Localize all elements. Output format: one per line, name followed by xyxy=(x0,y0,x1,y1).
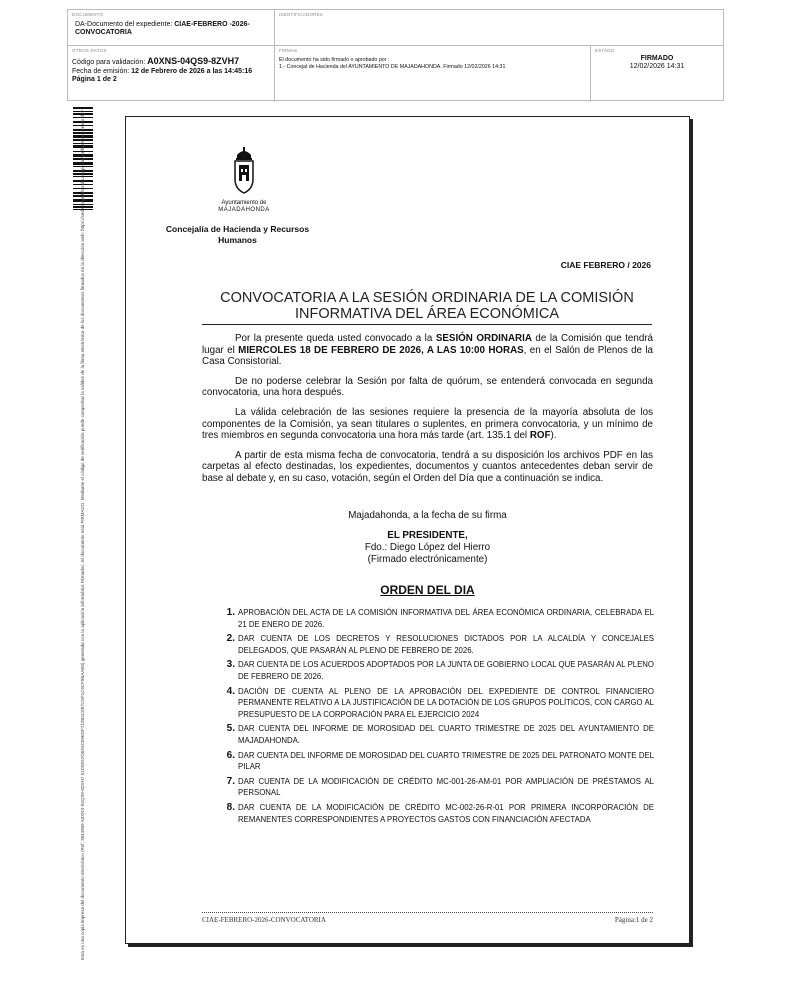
paragraph-1: Por la presente queda usted convocado a la SESIÓN ORDINARIA de la Comisión que tendrá lugar el MIERCOLES 18 DE FEBRERO DE 2026, A LAS 10:00 HORAS, en el Salón de Plenos de la Casa Consistorial. xyxy=(202,333,654,368)
document-page xyxy=(125,116,690,944)
agenda-item xyxy=(222,802,654,825)
agenda-item-text: DAR CUENTA DE LA MODIFICACIÓN DE CRÉDITO MC-002-26-R-01 POR PRIMERA INCORPORACIÓN DE REMANENTES CORRESPONDIENTES A PROYECTOS GASTOS CON FINANCIACIÓN AFECTADA xyxy=(238,802,654,824)
document-title: CONVOCATORIA A LA SESIÓN ORDINARIA DE LA COMISIÓN INFORMATIVA DEL ÁREA ECONÓMICA xyxy=(220,290,634,322)
documento-cell xyxy=(68,10,275,45)
department-name: Concejalía de Hacienda y Recursos Humanos xyxy=(165,224,310,245)
paragraph-4: A partir de esta misma fecha de convocatoria, tendrá a su disposición los archivos PDF en las carpetas al efecto destinadas, los expedientes, documentos y cuantos antecedentes deban servir de base al debate y, en su caso, votación, según el Orden del Día que a continuación se indica. xyxy=(202,449,653,484)
documento-label: DOCUMENTO xyxy=(72,12,104,17)
agenda-item-text: DAR CUENTA DE LOS ACUERDOS ADOPTADOS POR LA JUNTA DE GOBIERNO LOCAL QUE PASARÁN AL PLENO DE FEBRERO DE 2026. xyxy=(238,660,654,681)
footer-doc-name: CIAE-FEBRERO-2026-CONVOCATORIA xyxy=(202,916,326,924)
agenda-item-number: 2. xyxy=(226,633,235,645)
paragraph-3: La válida celebración de las sesiones requiere la presencia de la mayoría absoluta de los componentes de la Comisión, ya sean titulares o suplentes, en primera convocatoria, y un mínimo de tres miembros en segunda convocatoria una hora más tarde (art. 135.1 del ROF). xyxy=(202,406,653,442)
identificadores-label: IDENTIFICADORES xyxy=(279,12,324,17)
agenda-item-number: 6. xyxy=(226,749,235,761)
agenda-item xyxy=(222,686,654,721)
agenda-item-text: DAR CUENTA DE LOS DECRETOS Y RESOLUCIONES DICTADOS POR LA ALCALDÍA Y CONCEJALES DELEGADOS, QUE PASARÁN AL PLENO DE FEBRERO DE 2026. xyxy=(238,634,654,655)
agenda-item xyxy=(222,750,654,773)
signer-note: (Firmado electrónicamente) xyxy=(367,554,488,565)
firmas-label: FIRMAS xyxy=(279,48,298,53)
estado-cell xyxy=(591,46,723,102)
agenda-item xyxy=(222,659,654,682)
place-date: Majadahonda, a la fecha de su firma xyxy=(348,510,507,521)
firmas-cell: FIRMAS El documento ha sido firmado o aprobado por : 1.- Concejal de Hacienda del AYUNTAMIENTO DE MAJADAHONDA. Firmado 12/02/2026 14:31 xyxy=(275,46,591,102)
signer-name: Fdo.: Diego López del Hierro xyxy=(364,542,491,553)
otros-datos-cell xyxy=(68,46,275,102)
agenda-item-text: APROBACIÓN DEL ACTA DE LA COMISIÓN INFORMATIVA DEL ÁREA ECONÓMICA ORDINARIA, CELEBRADA EL 21 DE ENERO DE 2026. xyxy=(238,608,654,629)
identificadores-cell xyxy=(275,10,723,45)
estado-value: FIRMADO xyxy=(640,55,674,62)
estado-fecha: 12/02/2026 14:31 xyxy=(629,63,685,70)
side-verification-text: Esta es una copia impresa del documento electrónico (Ref: 3844909 A0XNS-04QS9-8ZVH7 51D2E57D6A5C09EDF712B4C6E7C5F1C9CF9BAAE0) generada con la aplicación informática Firmadoc. El documento está FIRMADO. Mediante el código de verificación puede comprobar la validez de la firma electrónica de los documentos firmados en la dirección web: https://sede.majadahonda.org/portal/verificarDocumento.do? xyxy=(80,110,85,960)
pagina-count: Página 1 de 2 xyxy=(72,76,117,83)
coat-of-arms-icon xyxy=(229,147,259,195)
document-reference: CIAE FEBRERO / 2026 xyxy=(560,260,651,270)
agenda-item-number: 3. xyxy=(226,659,235,671)
footer-page: Página:1 de 2 xyxy=(614,916,653,924)
agenda-item-number: 7. xyxy=(226,775,235,787)
document-body xyxy=(202,333,653,493)
paragraph-2: De no poderse celebrar la Sesión por falta de quórum, se entenderá convocada en segunda convocatoria, una hora después. xyxy=(202,375,653,399)
otros-label: OTROS DATOS xyxy=(72,48,107,53)
agenda-item-text: DAR CUENTA DE LA MODIFICACIÓN DE CRÉDITO MC-001-26-AM-01 POR AMPLIACIÓN DE PRÉSTAMOS AL PERSONAL xyxy=(238,776,654,798)
documento-value: DA-Documento del expediente: CIAE-FEBRERO -2026-CONVOCATORIA xyxy=(75,21,250,36)
logo-line2: MAJADAHONDA xyxy=(218,207,270,213)
logo-line1: Ayuntamiento de xyxy=(221,200,267,206)
agenda-item xyxy=(222,607,654,630)
fecha-emision: Fecha de emisión: 12 de Febrero de 2026 a las 14:45:16 xyxy=(72,67,253,75)
orden-del-dia-title: ORDEN DEL DIA xyxy=(380,583,475,597)
agenda-item-text: DAR CUENTA DEL INFORME DE MOROSIDAD DEL CUARTO TRIMESTRE DE 2025 DEL AYUNTAMIENTO DE MAJADAHONDA. xyxy=(238,724,654,745)
agenda-item-number: 4. xyxy=(226,685,235,697)
agenda-item xyxy=(222,776,654,799)
codigo-validacion: Código para validación: A0XNS-04QS9-8ZVH7 xyxy=(72,56,240,66)
header-row-bottom xyxy=(68,46,723,102)
agenda-item-number: 8. xyxy=(226,801,235,813)
title-divider xyxy=(202,324,652,325)
agenda-item-text: DAR CUENTA DEL INFORME DE MOROSIDAD DEL CUARTO TRIMESTRE DE 2025 DEL PATRONATO MONTE DEL PILAR xyxy=(238,750,654,772)
agenda-item-text: DACIÓN DE CUENTA AL PLENO DE LA APROBACIÓN DEL EXPEDIENTE DE CONTROL FINANCIERO PERMANENTE RELATIVO A LA JUSTIFICACIÓN DE LA DOTACIÓN DE LOS GRUPOS POLÍTICOS, CON CARGO AL PRESUPUESTO DE LA CORPORACIÓN PARA EL EJERCICIO 2024 xyxy=(238,686,654,719)
agenda-item xyxy=(222,633,654,656)
header-row-top xyxy=(68,10,723,46)
agenda-list xyxy=(222,607,654,828)
agenda-item-number: 1. xyxy=(226,607,235,618)
verification-header xyxy=(67,9,724,101)
city-logo xyxy=(214,147,274,214)
page-footer xyxy=(202,912,653,924)
agenda-item-number: 5. xyxy=(226,723,235,735)
signer-role: EL PRESIDENTE, xyxy=(387,530,468,541)
agenda-item xyxy=(222,723,654,746)
estado-label: ESTADO xyxy=(595,48,615,53)
